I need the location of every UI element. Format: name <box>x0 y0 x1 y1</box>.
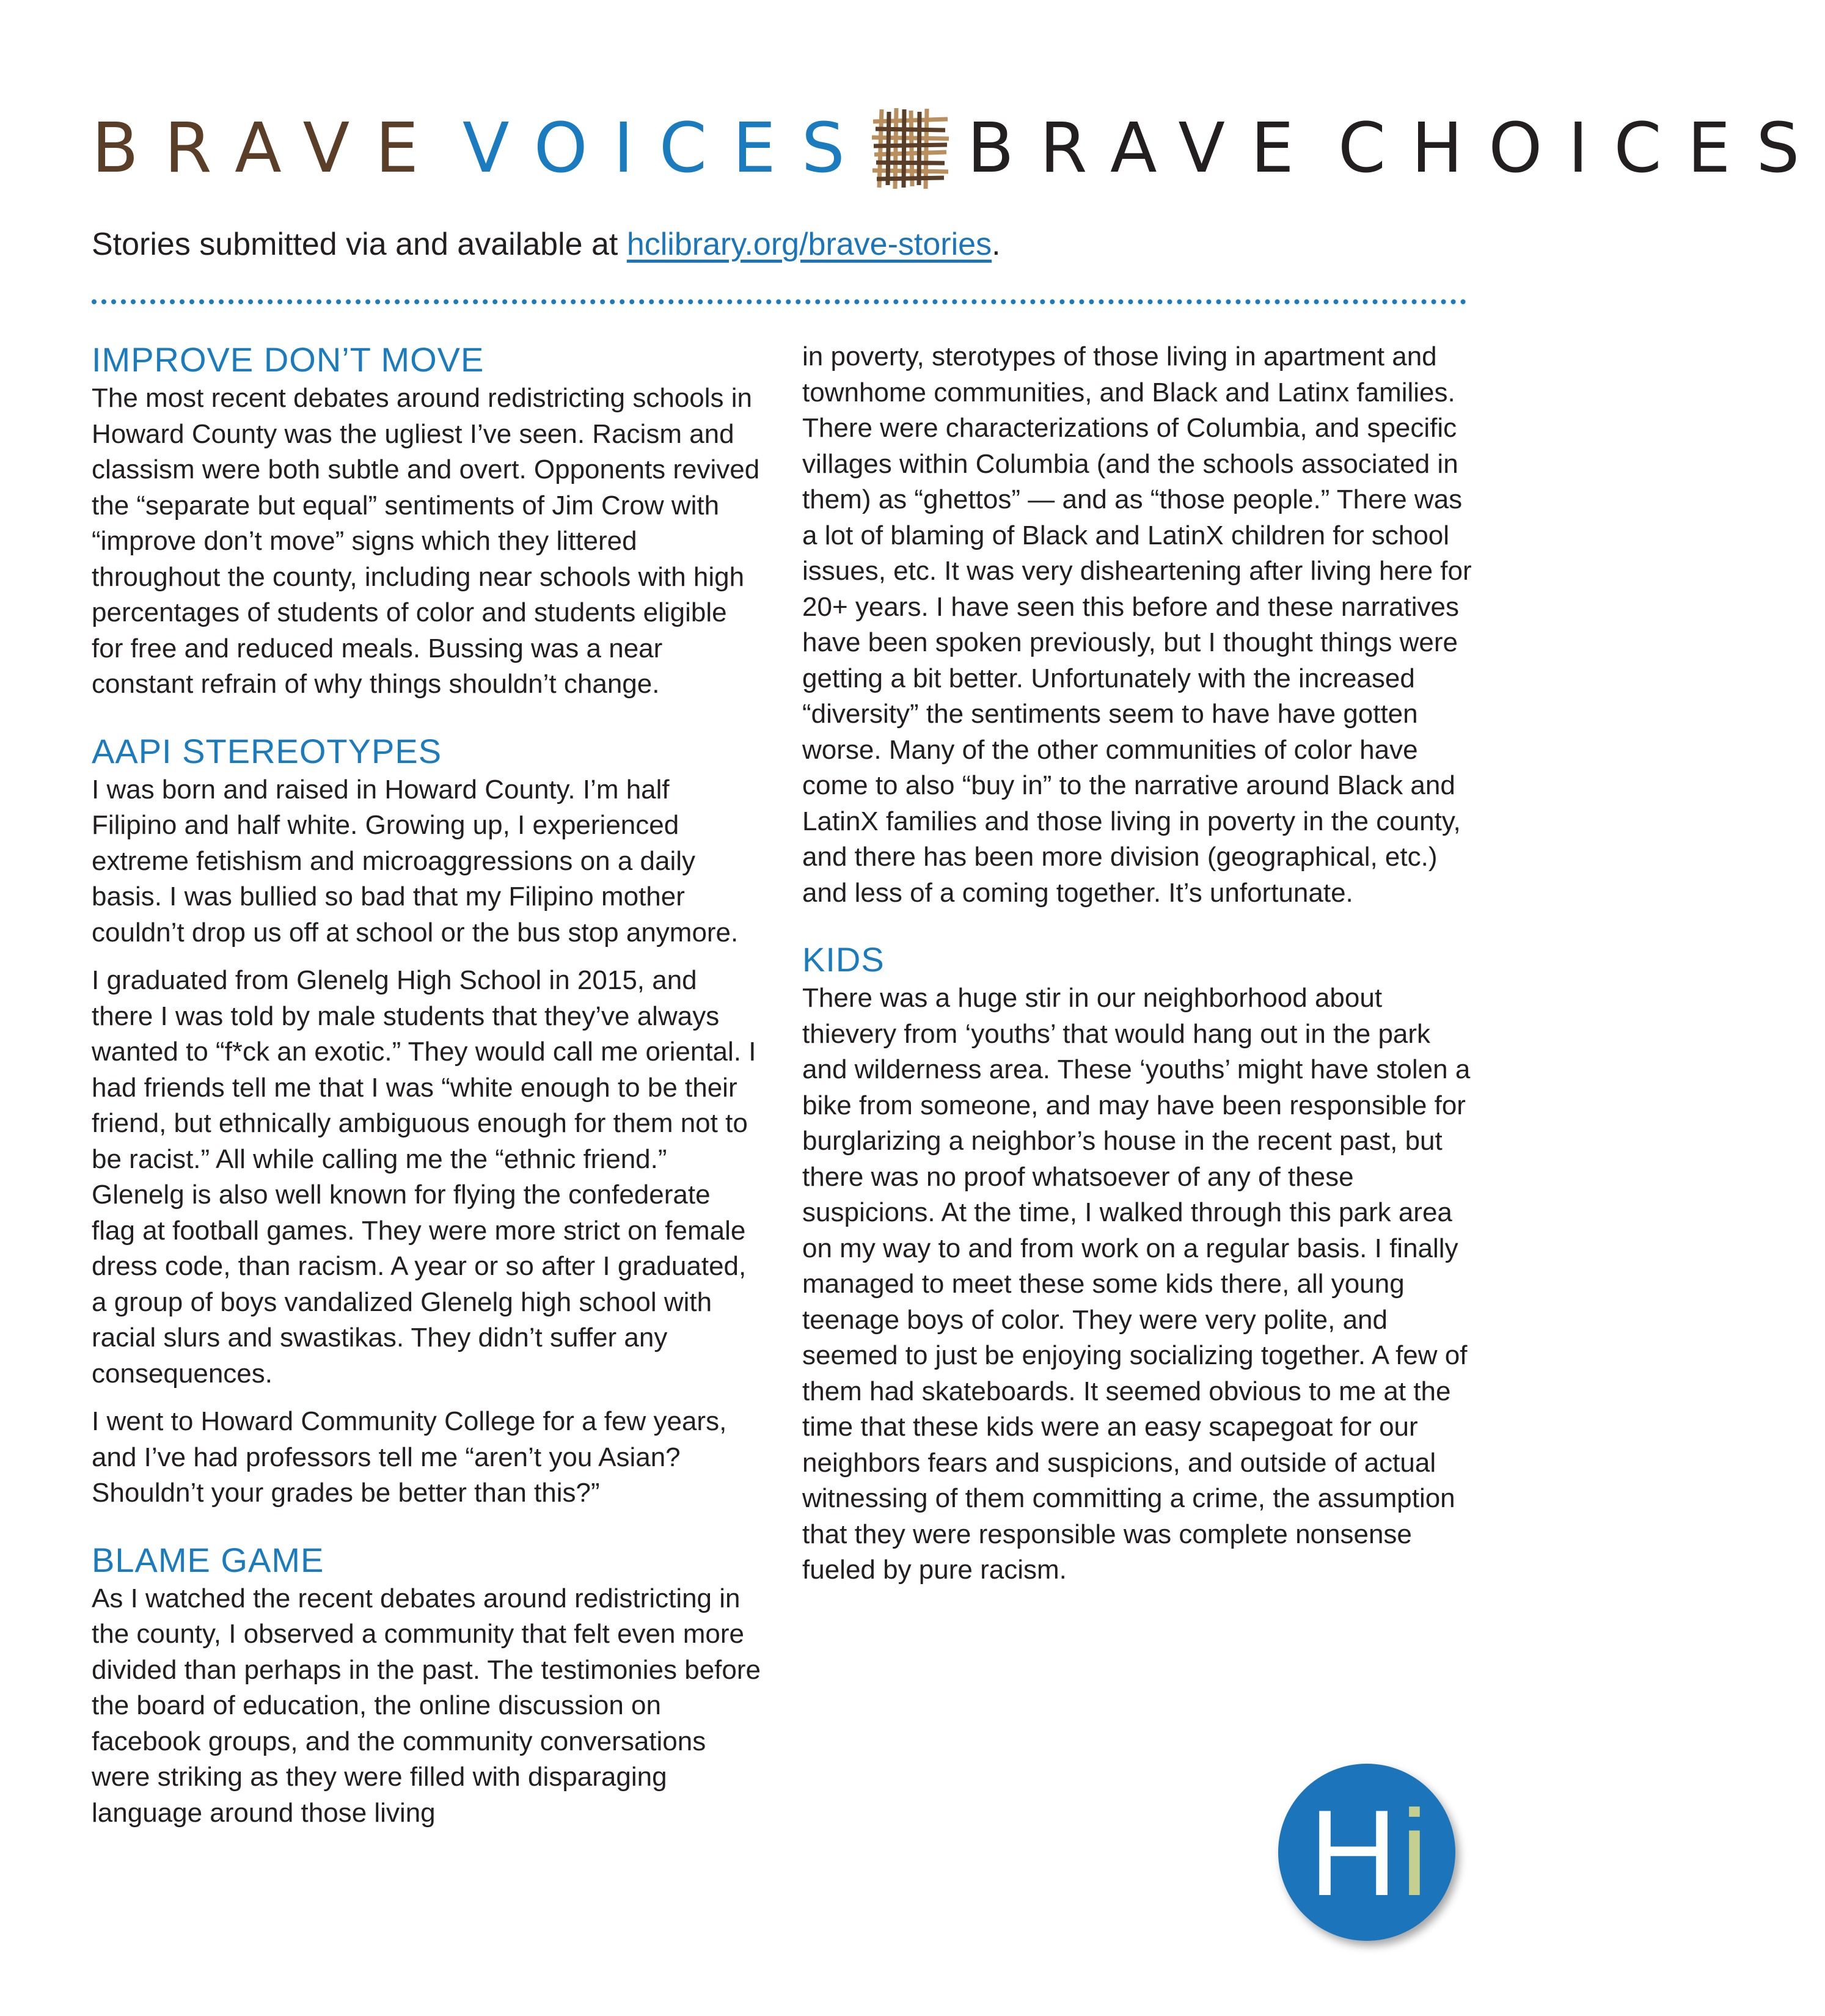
woven-grid-icon <box>871 106 950 191</box>
story-paragraph: I graduated from Glenelg High School in 2015, and there I was told by male students that they’ve always wanted to “f*ck an exotic.” They would call me oriental. I had friends tell me that I was “white enough to be their friend, but ethnically ambiguous enough for them not to be racist.” All while calling me the “ethnic friend.” Glenelg is also well known for flying the confederate flag at football games. They were more strict on female dress code, than racism. A year or so after I graduated, a group of boys vandalized Glenelg high school with racial slurs and swastikas. They didn’t suffer any consequences. <box>92 965 756 1389</box>
subtitle-prefix: Stories submitted via and available at <box>92 227 627 262</box>
story-title: IMPROVE DON’T MOVE <box>92 340 485 379</box>
story-paragraph: As I watched the recent debates around redistricting in the county, I observed a community that felt even more divided than perhaps in the past. The testimonies before the board of education, the online discussion on facebook groups, and the community conversations were striking as they were filled with disparaging language around those living <box>92 1583 761 1828</box>
story-blame-game-continued <box>802 339 1474 911</box>
hi-library-logo-icon <box>1274 1759 1463 1949</box>
story-blame-game <box>92 1539 761 1832</box>
story-paragraph: in poverty, sterotypes of those living in apartment and townhome communities, and Black and Latinx families. There were characterizations of Columbia, and specific villages within Columbia (and the schools associated in them) as “ghettos” — and as “those people.” There was a lot of blaming of Black and LatinX children for school issues, etc. It was very disheartening after living here for 20+ years. I have seen this before and these narratives have been spoken previously, but I thought things were getting a bit better. Unfortunately with the increased “diversity” the sentiments seem to have have gotten worse. Many of the other communities of color have come to also “buy in” to the narrative around Black and LatinX families and those living in poverty in the county, and there has been more division (geographical, etc.) and less of a coming together. It’s unfortunate. <box>802 341 1472 908</box>
logo-letter-i: i <box>1400 1785 1428 1921</box>
left-column <box>92 339 761 1859</box>
masthead-title <box>92 103 1825 194</box>
masthead-word-voices: VOICES <box>462 109 871 188</box>
masthead-word-brave: BRAVE <box>92 109 444 188</box>
right-column <box>802 339 1474 1616</box>
story-title: KIDS <box>802 940 885 979</box>
logo-letter-h: H <box>1309 1785 1398 1921</box>
story-title: BLAME GAME <box>92 1540 324 1579</box>
story-paragraph: The most recent debates around redistricting schools in Howard County was the ugliest I’ve seen. Racism and classism were both subtle and overt. Opponents revived the “separate but equal” sentiments of Jim Crow with “improve don’t move” signs which they littered throughout the county, including near schools with high percentages of students of color and students eligible for free and reduced meals. Bussing was a near constant refrain of why things shouldn’t change. <box>92 383 760 699</box>
subtitle <box>92 223 1466 266</box>
story-paragraph: I was born and raised in Howard County. I’m half Filipino and half white. Growing up, I experienced extreme fetishism and microaggressions on a daily basis. I was bullied so bad that my Filipino mother couldn’t drop us off at school or the bus stop anymore. <box>92 774 739 948</box>
story-improve-dont-move <box>92 339 761 703</box>
story-paragraph: There was a huge stir in our neighborhood about thievery from ‘youths’ that would hang out in the park and wilderness area. These ‘youths’ might have stolen a bike from someone, and may have been responsible for burglarizing a neighbor’s house in the recent past, but there was no proof whatsoever of any of these suspicions. At the time, I walked through this park area on my way to and from work on a regular basis. I finally managed to meet these some kids there, all young teenage boys of color. They were very polite, and seemed to just be enjoying socializing together. A few of them had skateboards. It seemed obvious to me at the time that these kids were an easy scapegoat for our neighbors fears and suspicions, and outside of actual witnessing of them committing a crime, the assumption that they were responsible was complete nonsense fueled by pure racism. <box>802 983 1471 1585</box>
stories-link[interactable]: hclibrary.org/brave-stories <box>626 227 992 262</box>
masthead-word-choices: CHOICES <box>1337 109 1825 188</box>
story-paragraph: I went to Howard Community College for a few years, and I’ve had professors tell me “aren’t you Asian? Shouldn’t your grades be better than this?” <box>92 1406 727 1508</box>
story-title: AAPI STEREOTYPES <box>92 731 442 770</box>
story-kids <box>802 939 1474 1588</box>
subtitle-suffix: . <box>992 227 1001 262</box>
story-aapi-stereotypes <box>92 731 761 1511</box>
masthead-word-brave-2: BRAVE <box>967 109 1320 188</box>
dotted-divider <box>92 299 1466 304</box>
